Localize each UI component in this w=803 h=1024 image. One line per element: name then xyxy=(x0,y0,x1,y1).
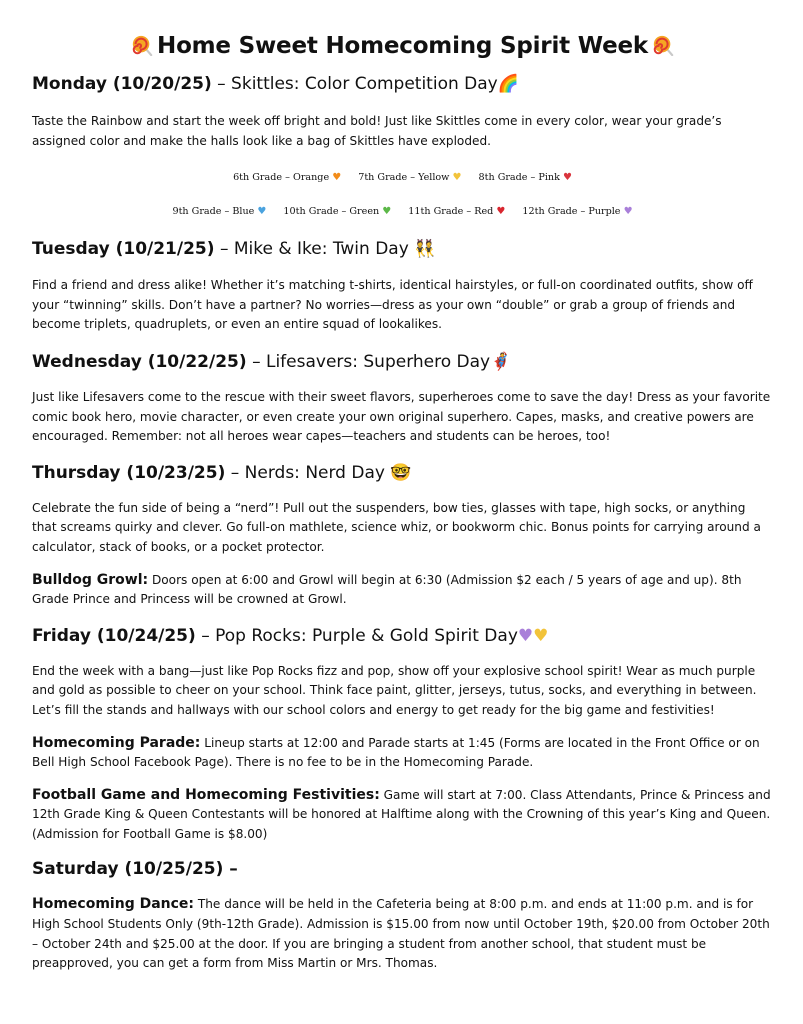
tuesday-theme: – Mike & Ike: Twin Day xyxy=(219,239,409,260)
grade-color-7th: 7th Grade – Yellow ♥ xyxy=(358,172,462,184)
grade-color-8th: 8th Grade – Pink ♥ xyxy=(478,172,572,184)
friday-heading xyxy=(32,625,773,647)
homecoming-parade-info xyxy=(32,734,773,773)
friday-description: End the week with a bang—just like Pop Rocks fizz and pop, show off your explosive school spirit! Wear as much purple and gold as possible to cheer on your school. Think face paint, glitter, jerseys, tutus, socks, and everything in between. Let’s fill the stands and hallways with our school colors and energy to get ready for the big game and festivities! xyxy=(32,663,757,717)
bulldog-growl-text: Doors open at 6:00 and Growl will begin at 6:30 (Admission $2 each / 5 years of age and up). 8th Grade Prince and Princess will be crowned at Growl. xyxy=(32,572,742,607)
football-game-info xyxy=(32,786,773,845)
grade-colors-row-1 xyxy=(32,171,773,185)
tuesday-description: Find a friend and dress alike! Whether it’s matching t-shirts, identical hairstyles, or full-on coordinated outfits, show off your “twinning” skills. Don’t have a partner? No worries—dress as your own “double” or grab a group of friends and become triplets, quadruplets, or even an entire squad of lookalikes. xyxy=(32,278,753,332)
monday-description: Taste the Rainbow and start the week off bright and bold! Just like Skittles come in every color, wear your grade’s assigned color and make the halls look like a bag of Skittles have exploded. xyxy=(32,114,722,148)
wednesday-date: Wednesday (10/22/25) xyxy=(32,351,247,372)
wednesday-heading xyxy=(32,351,773,373)
tuesday-date: Tuesday (10/21/25) xyxy=(32,239,215,260)
wednesday-theme: – Lifesavers: Superhero Day xyxy=(252,351,491,372)
saturday-heading xyxy=(32,858,773,880)
twins-icon: 👯 xyxy=(414,239,436,260)
friday-theme: – Pop Rocks: Purple & Gold Spirit Day xyxy=(201,625,518,646)
purple-heart-icon: ♥ xyxy=(623,206,633,218)
thursday-date: Thursday (10/23/25) xyxy=(32,462,226,483)
pink-heart-icon: ♥ xyxy=(562,172,572,184)
grade-colors-row-2 xyxy=(32,205,773,219)
wednesday-description: Just like Lifesavers come to the rescue with their sweet flavors, superheroes come to save the day! Dress as your favorite comic book hero, movie character, or even create your own original superhero. Capes, masks, and creative powers are encouraged. Remember: not all heroes wear capes—teachers and students can be heroes, too! xyxy=(32,389,771,444)
page-title-text: Home Sweet Homecoming Spirit Week xyxy=(157,33,648,59)
football-game-title: Football Game and Homecoming Festivities: xyxy=(32,786,380,803)
yellow-heart-icon: ♥ xyxy=(533,625,549,646)
saturday-theme: – xyxy=(223,859,238,880)
superhero-icon: 🦸 xyxy=(490,351,512,372)
grade-color-10th: 10th Grade – Green ♥ xyxy=(283,206,392,218)
page-title xyxy=(32,0,773,60)
homecoming-parade-text: Lineup starts at 12:00 and Parade starts at 1:45 (Forms are located in the Front Office or on Bell High School Facebook Page). There is no fee to be in the Homecoming Parade. xyxy=(32,735,760,770)
friday-date: Friday (10/24/25) xyxy=(32,625,196,646)
monday-heading xyxy=(32,73,773,95)
thursday-description: Celebrate the fun side of being a “nerd”! Pull out the suspenders, bow ties, glasses with tape, high socks, or anything that screams quirky and clever. Go full-on mathlete, science whiz, or bookworm chic. Bonus points for carrying around a calculator, stack of books, or a pocket protector. xyxy=(32,500,761,554)
tuesday-heading xyxy=(32,238,773,260)
lollipop-icon xyxy=(131,34,153,56)
red-heart-icon: ♥ xyxy=(496,206,506,218)
green-heart-icon: ♥ xyxy=(382,206,392,218)
bulldog-growl-info xyxy=(32,571,773,610)
grade-color-6th: 6th Grade – Orange ♥ xyxy=(233,172,342,184)
grade-color-9th: 9th Grade – Blue ♥ xyxy=(172,206,267,218)
blue-heart-icon: ♥ xyxy=(257,206,267,218)
grade-color-11th: 11th Grade – Red ♥ xyxy=(408,206,506,218)
rainbow-icon: 🌈 xyxy=(497,74,519,94)
bulldog-growl-title: Bulldog Growl: xyxy=(32,571,149,588)
grade-color-12th: 12th Grade – Purple ♥ xyxy=(522,206,633,218)
monday-date: Monday (10/20/25) xyxy=(32,74,212,94)
saturday-date: Saturday (10/25/25) xyxy=(32,859,224,880)
yellow-heart-icon: ♥ xyxy=(452,172,462,184)
thursday-heading xyxy=(32,462,773,484)
monday-theme: – Skittles: Color Competition Day xyxy=(217,74,498,94)
homecoming-dance-text: The dance will be held in the Cafeteria being at 8:00 p.m. and ends at 11:00 p.m. and is for High School Students Only (9th-12th Grade). Admission is $15.00 from now until October 19th, $20.00 from October 20th – October 24th and $25.00 at the door. If you are bringing a student from another school, that student must be preapproved, you can get a form from Miss Martin or Mrs. Thomas. xyxy=(32,897,770,971)
thursday-theme: – Nerds: Nerd Day xyxy=(230,462,385,483)
orange-heart-icon: ♥ xyxy=(332,172,342,184)
lollipop-icon xyxy=(652,34,674,56)
football-game-text: Game will start at 7:00. Class Attendants, Prince & Princess and 12th Grade King & Queen Contestants will be honored at Halftime along with the Crowning of this year’s King and Queen. (Admission for Football Game is $8.00) xyxy=(32,787,771,841)
purple-heart-icon: ♥ xyxy=(517,625,534,646)
homecoming-dance-info xyxy=(32,895,773,973)
homecoming-parade-title: Homecoming Parade: xyxy=(32,734,201,751)
homecoming-dance-title: Homecoming Dance: xyxy=(32,896,195,913)
nerd-face-icon: 🤓 xyxy=(390,462,412,483)
